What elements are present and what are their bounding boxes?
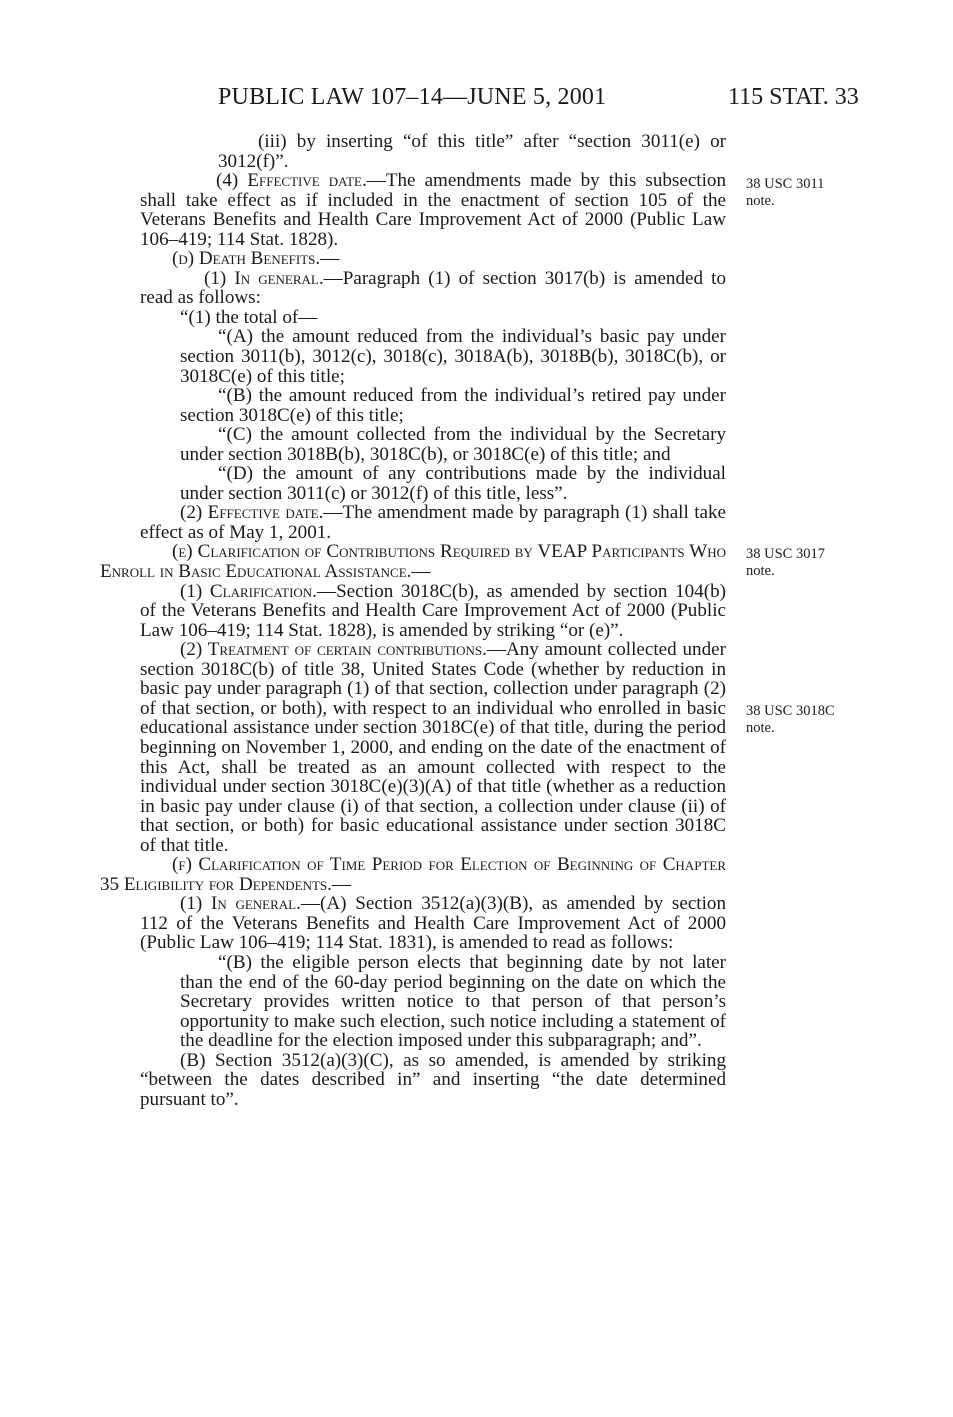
paragraph-f1-heading: (1) In general. xyxy=(180,893,301,915)
paragraph-d2-text: —The amendment made by paragraph (1) shall take effect as of May 1, 2001. xyxy=(140,502,726,543)
subsection-f-dash: — xyxy=(331,873,351,895)
margin-note-3011-line1: 38 USC 3011 xyxy=(746,176,825,192)
paragraph-f1 xyxy=(100,894,726,953)
quote-1-text: “(1) the total of— xyxy=(180,306,318,328)
quote-A xyxy=(100,327,726,386)
subsection-f xyxy=(100,855,726,894)
margin-note-3018c-line2: note. xyxy=(746,720,775,736)
quote-f-B-text: “(B) the eligible person elects that beginning date by not later than the end of the 60-day period beginning on the date on which the Secretary provides written notice to that person of that person’s opportunity to make such election, such notice including a statement of the deadline for the election imposed under this subparagraph; and”. xyxy=(180,951,726,1052)
paragraph-e1-heading: (1) Clarification. xyxy=(180,580,317,602)
subsection-d xyxy=(100,249,726,269)
paragraph-f1-text: —(A) Section 3512(a)(3)(B), as amended by section 112 of the Veterans Benefits and Health Care Improvement Act of 2000 (Public Law 106–419; 114 Stat. 1831), is amended to read as follows: xyxy=(140,893,726,954)
margin-note-3011 xyxy=(746,176,824,210)
subsection-d-dash: — xyxy=(320,248,340,270)
quote-1 xyxy=(100,308,726,328)
paragraph-e2-heading: (2) Treatment of certain contributions. xyxy=(180,639,487,661)
paragraph-e1 xyxy=(100,582,726,641)
paragraph-e2-text: —Any amount collected under section 3018C(b) of title 38, United States Code (whether by reduction in basic pay under paragraph (1) of that section, collection under paragraph (2) of that section, or both), with respect to an individual who enrolled in basic educational assistance under section 3018C(e) of that title, during the period beginning on November 1, 2000, and ending on the date of the enactment of this Act, shall be treated as an amount collected with respect to the individual under section 3018C(e)(3)(A) of that title (whether as a reduction in basic pay under clause (i) of that section, a collection under clause (ii) of that section, or both) for basic educational assistance under section 3018C of that title. xyxy=(140,639,726,856)
margin-note-3011-line2: note. xyxy=(746,193,775,209)
margin-note-3017-line1: 38 USC 3017 xyxy=(746,546,825,562)
paragraph-d1-heading: (1) In general. xyxy=(204,267,324,289)
page-header-title: PUBLIC LAW 107–14—JUNE 5, 2001 xyxy=(218,84,607,110)
paragraph-d2 xyxy=(100,503,726,542)
paragraph-d1-text: —Paragraph (1) of section 3017(b) is amended to read as follows: xyxy=(140,267,726,309)
paragraph-e1-text: —Section 3018C(b), as amended by section 104(b) of the Veterans Benefits and Health Care Improvement Act of 2000 (Public Law 106–419; 114 Stat. 1828), is amended by striking “or (e)”. xyxy=(140,580,726,641)
subsection-e-dash: — xyxy=(411,561,431,583)
margin-note-3017-line2: note. xyxy=(746,563,775,579)
paragraph-f1-B-text: (B) Section 3512(a)(3)(C), as so amended, is amended by striking “between the dates described in” and inserting “the date determined pursuant to”. xyxy=(140,1049,726,1110)
quote-C-text: “(C) the amount collected from the individual by the Secretary under section 3018B(b), 3018C(b), or 3018C(e) of this title; and xyxy=(180,424,726,465)
clause-iii-text: (iii) by inserting “of this title” after “section 3011(e) or 3012(f)”. xyxy=(218,131,726,172)
subsection-f-heading: (f) Clarification of Time Period for Election of Beginning of Chapter 35 Eligibility for Dependents. xyxy=(100,854,726,895)
margin-note-3017 xyxy=(746,546,825,580)
paragraph-4 xyxy=(100,171,726,249)
paragraph-d2-heading: (2) Effective date. xyxy=(180,502,324,524)
margin-note-3018c xyxy=(746,703,835,737)
subsection-e xyxy=(100,542,726,581)
margin-note-3018c-line1: 38 USC 3018C xyxy=(746,703,835,719)
paragraph-d1 xyxy=(100,269,726,308)
subsection-d-heading: (d) Death Benefits. xyxy=(172,248,321,270)
subsection-e-heading: (e) Clarification of Contributions Required by VEAP Participants Who Enroll in Basic Educational Assistance. xyxy=(100,541,726,583)
page-header-stat: 115 STAT. 33 xyxy=(728,84,859,110)
paragraph-4-heading: (4) Effective date. xyxy=(216,170,367,192)
document-body xyxy=(100,132,726,1109)
paragraph-f1-B xyxy=(100,1051,726,1110)
quote-C xyxy=(100,425,726,464)
quote-f-B xyxy=(100,953,726,1051)
quote-B xyxy=(100,386,726,425)
clause-iii xyxy=(100,132,726,171)
paragraph-4-text: —The amendments made by this subsection shall take effect as if included in the enactment of section 105 of the Veterans Benefits and Health Care Improvement Act of 2000 (Public Law 106–419; 114 Stat. 1828). xyxy=(140,170,726,250)
paragraph-e2 xyxy=(100,640,726,855)
quote-A-text: “(A) the amount reduced from the individual’s basic pay under section 3011(b), 3012(c), 3018(c), 3018A(b), 3018B(b), 3018C(b), or 3018C(e) of this title; xyxy=(180,326,726,387)
quote-D-text: “(D) the amount of any contributions made by the individual under section 3011(c) or 3012(f) of this title, less”. xyxy=(180,463,726,504)
quote-D xyxy=(100,464,726,503)
quote-B-text: “(B) the amount reduced from the individual’s retired pay under section 3018C(e) of this title; xyxy=(180,385,726,426)
